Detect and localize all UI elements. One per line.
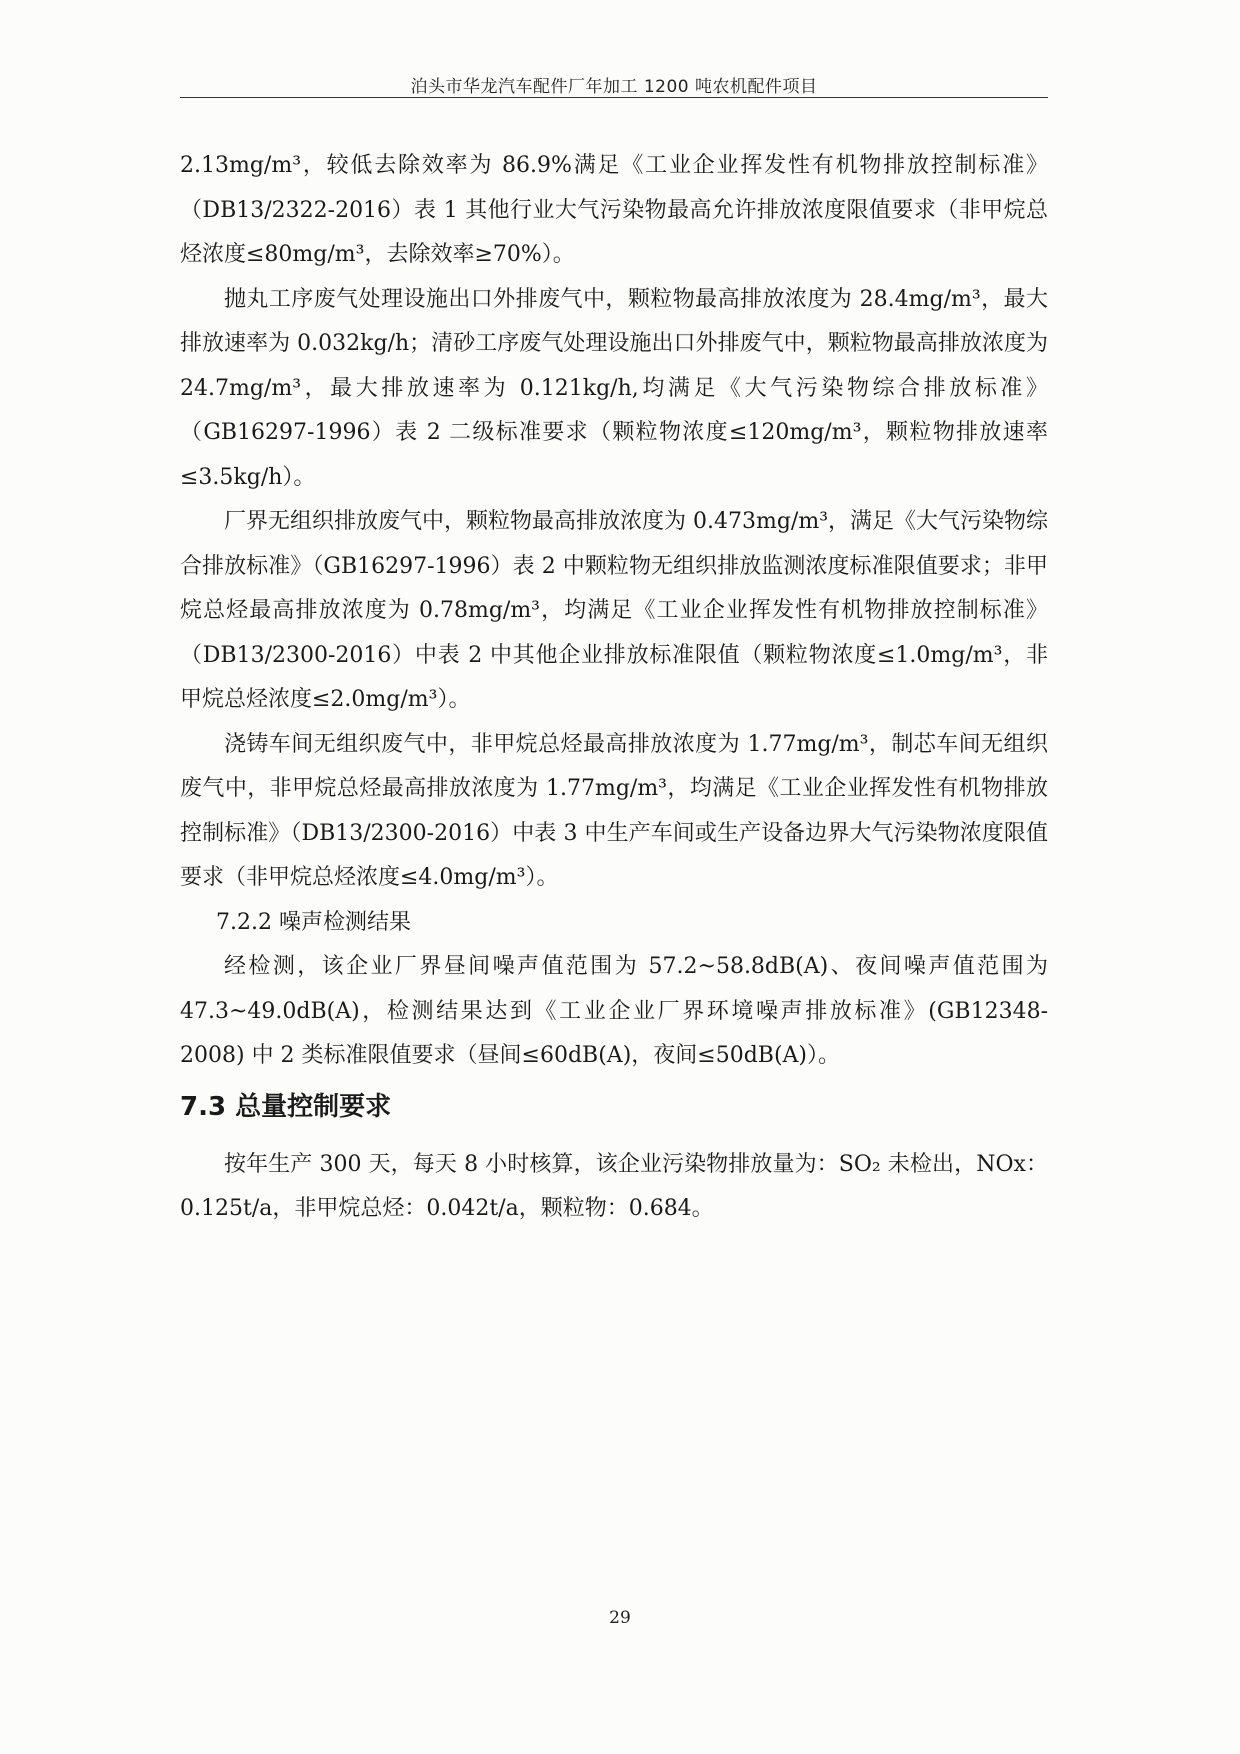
paragraph-boundary-emissions: 厂界无组织排放废气中，颗粒物最高排放浓度为 0.473mg/m³，满足《大气污染物综合排放标准》（GB16297-1996）表 2 中颗粒物无组织排放监测浓度标准限值要求；非甲烷总烃最高排放浓度为 0.78mg/m³，均满足《工业企业挥发性有机物排放控制标准》（DB13/2300-2016）中表 2 中其他企业排放标准限值（颗粒物浓度≤1.0mg/m³，非甲烷总烃浓度≤2.0mg/m³）。 bbox=[180, 509, 1049, 712]
document-body bbox=[180, 144, 1048, 1232]
paragraph-total-emissions: 按年生产 300 天，每天 8 小时核算，该企业污染物排放量为：SO₂ 未检出，NOx：0.125t/a，非甲烷总烃：0.042t/a，颗粒物：0.684。 bbox=[180, 1151, 1048, 1221]
header-divider bbox=[180, 97, 1048, 98]
subsection-heading-noise: 7.2.2 噪声检测结果 bbox=[216, 909, 411, 935]
running-header: 泊头市华龙汽车配件厂年加工 1200 吨农机配件项目 bbox=[410, 77, 818, 97]
page-number: 29 bbox=[609, 1608, 631, 1628]
paragraph-shot-blasting: 抛丸工序废气处理设施出口外排废气中，颗粒物最高排放浓度为 28.4mg/m³，最大排放速率为 0.032kg/h；清砂工序废气处理设施出口外排废气中，颗粒物最高排放浓度为 24.7mg/m³，最大排放速率为 0.121kg/h,均满足《大气污染物综合排放标准》（GB16297-1996）表 2 二级标准要求（颗粒物浓度≤120mg/m³，颗粒物排放速率≤3.5kg/h）。 bbox=[180, 286, 1048, 490]
section-heading-total-control: 7.3 总量控制要求 bbox=[180, 1091, 392, 1122]
paragraph-casting-workshop: 浇铸车间无组织废气中，非甲烷总烃最高排放浓度为 1.77mg/m³，制芯车间无组织废气中，非甲烷总烃最高排放浓度为 1.77mg/m³，均满足《工业企业挥发性有机物排放控制标准》（DB13/2300-2016）中表 3 中生产车间或生产设备边界大气污染物浓度限值要求（非甲烷总烃浓度≤4.0mg/m³）。 bbox=[180, 731, 1048, 890]
paragraph-noise-results: 经检测，该企业厂界昼间噪声值范围为 57.2~58.8dB(A)、夜间噪声值范围为 47.3~49.0dB(A)，检测结果达到《工业企业厂界环境噪声排放标准》(GB12348-2008) 中 2 类标准限值要求（昼间≤60dB(A)，夜间≤50dB(A)）。 bbox=[180, 954, 1048, 1068]
paragraph-voc-treatment: 2.13mg/m³，较低去除效率为 86.9%满足《工业企业挥发性有机物排放控制标准》（DB13/2322-2016）表 1 其他行业大气污染物最高允许排放浓度限值要求（非甲烷总烃浓度≤80mg/m³，去除效率≥70%）。 bbox=[180, 153, 1048, 267]
